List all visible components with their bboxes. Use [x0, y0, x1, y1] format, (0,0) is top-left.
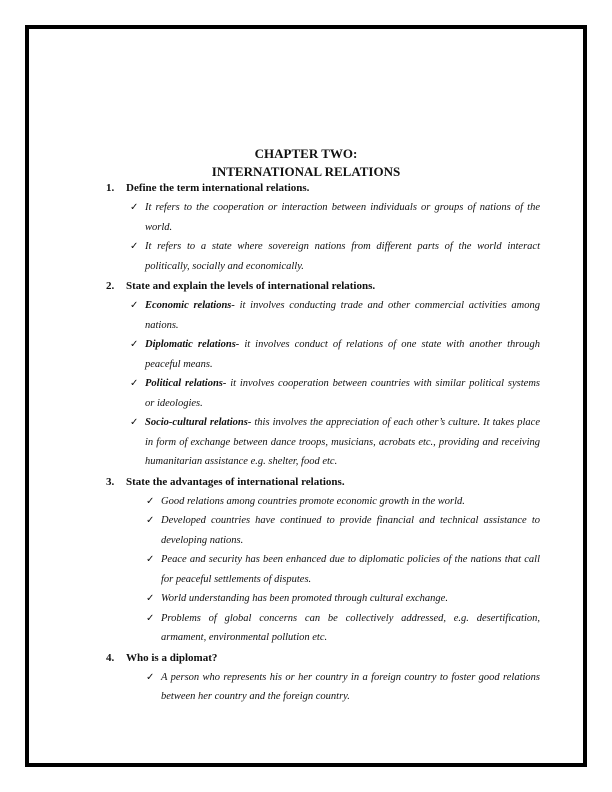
answer-text	[145, 374, 540, 413]
answer-list	[130, 198, 540, 276]
answer-text	[161, 550, 540, 589]
answer-item	[146, 609, 540, 648]
answer-item	[146, 492, 540, 512]
checkmark-icon: ✓	[130, 300, 139, 311]
answer-body: A person who represents his or her country in a foreign country to foster good relations between her country and the foreign country.	[161, 671, 540, 702]
question-text: State and explain the levels of international relations.	[126, 280, 376, 292]
question-text: Who is a diplomat?	[126, 651, 218, 664]
question-number: 4.	[106, 651, 115, 664]
answer-body: this involves the appreciation of each other’s culture. It takes place in form of exchange between dance troops, musicians, acrobats etc., providing and receiving humanitarian assistance e.g. shelter, food etc.	[145, 417, 540, 467]
answer-list	[130, 296, 540, 472]
answer-item	[130, 237, 540, 276]
checkmark-icon: ✓	[130, 417, 139, 428]
answer-body: it involves conduct of relations of one state with another through peaceful means.	[145, 339, 540, 370]
answer-text	[161, 609, 540, 648]
answer-text	[161, 511, 540, 550]
answer-item	[130, 335, 540, 374]
answer-item	[130, 198, 540, 237]
checkmark-icon: ✓	[146, 612, 155, 624]
checkmark-icon: ✓	[146, 515, 155, 526]
answer-text	[145, 335, 540, 374]
answer-lead: Political relations-	[145, 378, 227, 389]
answer-body: Good relations among countries promote economic growth in the world.	[161, 495, 465, 507]
question-number: 1.	[106, 182, 115, 194]
checkmark-icon: ✓	[130, 339, 139, 350]
answer-body: Developed countries have continued to provide financial and technical assistance to developing nations.	[161, 515, 540, 546]
checkmark-icon: ✓	[130, 241, 139, 252]
question-text: Define the term international relations.	[126, 182, 310, 194]
checkmark-icon: ✓	[146, 554, 155, 565]
answer-list	[146, 492, 540, 648]
checkmark-icon: ✓	[146, 671, 155, 683]
answer-text	[145, 296, 540, 335]
answer-text	[145, 413, 540, 472]
answer-lead: Diplomatic relations-	[145, 339, 240, 350]
question-heading	[106, 472, 540, 492]
question-text: State the advantages of international relations.	[126, 475, 345, 488]
answer-text	[161, 492, 540, 512]
checkmark-icon: ✓	[130, 378, 139, 389]
answer-item	[146, 589, 540, 609]
page-title: INTERNATIONAL RELATIONS	[211, 164, 401, 179]
answer-body: World understanding has been promoted through cultural exchange.	[161, 593, 448, 604]
answer-body: Problems of global concerns can be collectively addressed, e.g. desertification, armament, environmental pollution etc.	[161, 612, 540, 643]
answer-list	[146, 668, 540, 707]
answer-body: Peace and security has been enhanced due to diplomatic policies of the nations that call for peaceful settlements of disputes.	[161, 554, 540, 585]
answer-body: It refers to the cooperation or interaction between individuals or groups of nations of the world.	[145, 202, 540, 233]
checkmark-icon: ✓	[130, 202, 139, 213]
answer-text	[161, 668, 540, 707]
question-number: 3.	[106, 475, 115, 488]
answer-body: it involves conducting trade and other commercial activities among nations.	[145, 300, 540, 331]
question-number: 2.	[106, 280, 115, 292]
question-list	[106, 178, 540, 707]
question-heading	[106, 648, 540, 668]
answer-item	[130, 296, 540, 335]
answer-lead: Socio-cultural relations-	[145, 417, 252, 428]
answer-item	[146, 550, 540, 589]
checkmark-icon: ✓	[146, 593, 155, 604]
answer-lead: Economic relations-	[145, 300, 235, 311]
answer-text	[145, 237, 540, 276]
question-heading	[106, 276, 540, 296]
answer-item	[146, 668, 540, 707]
answer-item	[130, 413, 540, 472]
answer-text	[145, 198, 540, 237]
answer-item	[130, 374, 540, 413]
answer-body: it involves cooperation between countries with similar political systems or ideologies.	[145, 378, 540, 409]
checkmark-icon: ✓	[146, 495, 155, 507]
chapter-heading: CHAPTER TWO:	[254, 146, 358, 161]
answer-item	[146, 511, 540, 550]
answer-body: It refers to a state where sovereign nations from different parts of the world interact politically, socially and economically.	[145, 241, 540, 272]
answer-text	[161, 589, 540, 609]
question-heading	[106, 178, 540, 198]
